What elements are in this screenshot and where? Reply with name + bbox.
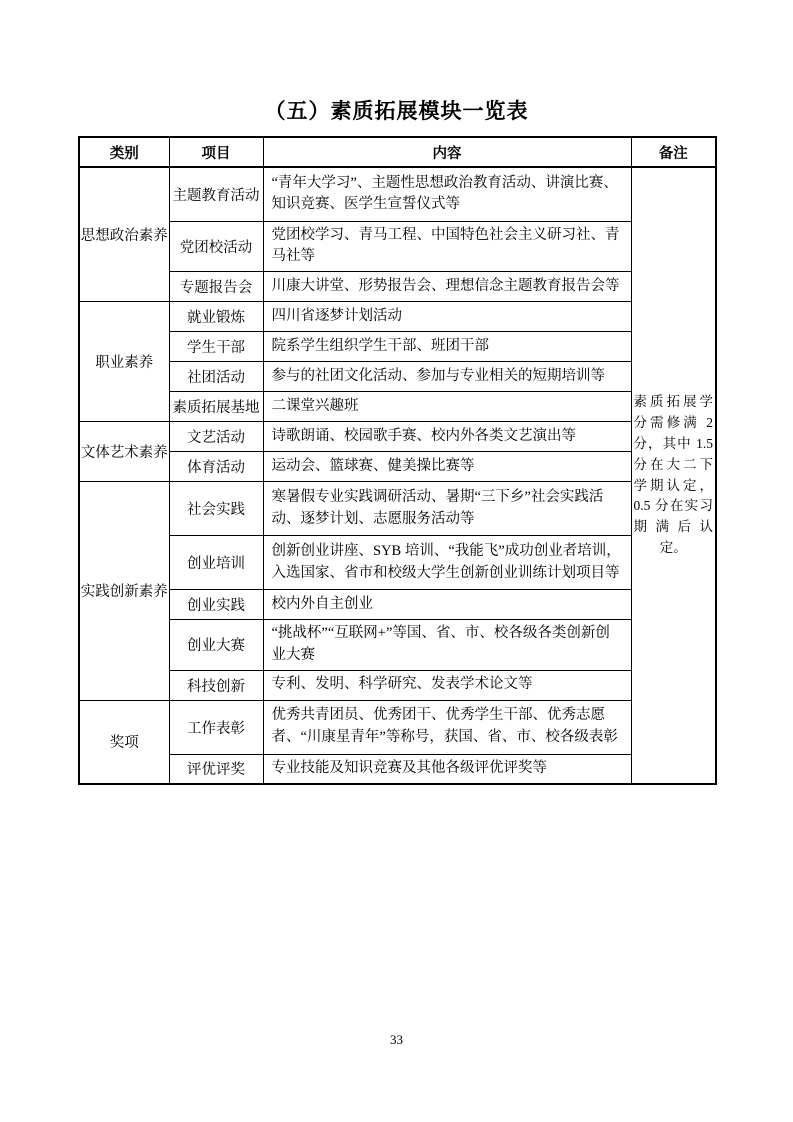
table-row — [79, 332, 716, 362]
project-cell: 工作表彰 — [169, 700, 263, 754]
content-cell: 参与的社团文化活动、参加与专业相关的短期培训等 — [263, 362, 631, 392]
table-row — [79, 620, 716, 671]
content-cell: 运动会、篮球赛、健美操比赛等 — [263, 452, 631, 482]
quality-development-module-table — [78, 136, 717, 785]
page-number: 33 — [390, 1032, 403, 1047]
content-cell: “挑战杯”“互联网+”等国、省、市、校各级各类创新创业大赛 — [263, 620, 631, 671]
table-row — [79, 272, 716, 302]
project-cell: 党团校活动 — [169, 221, 263, 272]
table-row — [79, 221, 716, 272]
content-cell: 四川省逐梦计划活动 — [263, 302, 631, 332]
table-row — [79, 700, 716, 754]
column-header-category: 类别 — [79, 137, 169, 167]
content-cell: 寒暑假专业实践调研活动、暑期“三下乡”社会实践活动、逐梦计划、志愿服务活动等 — [263, 482, 631, 536]
project-cell: 创业实践 — [169, 590, 263, 620]
table-row — [79, 754, 716, 784]
content-cell: 诗歌朗诵、校园歌手赛、校内外各类文艺演出等 — [263, 422, 631, 452]
column-header-content: 内容 — [263, 137, 631, 167]
project-cell: 评优评奖 — [169, 754, 263, 784]
table-row — [79, 670, 716, 700]
content-cell: 创新创业讲座、SYB 培训、“我能飞”成功创业者培训，入选国家、省市和校级大学生创新创业训练计划项目等 — [263, 536, 631, 590]
content-cell: 二课堂兴趣班 — [263, 392, 631, 422]
content-cell: “青年大学习”、主题性思想政治教育活动、讲演比赛、知识竞赛、医学生宣誓仪式等 — [263, 167, 631, 221]
table-row — [79, 452, 716, 482]
table-row — [79, 536, 716, 590]
project-cell: 创业大赛 — [169, 620, 263, 671]
content-cell: 专业技能及知识竞赛及其他各级评优评奖等 — [263, 754, 631, 784]
header-row — [79, 137, 716, 167]
project-cell: 专题报告会 — [169, 272, 263, 302]
table-row — [79, 167, 716, 221]
table-row — [79, 302, 716, 332]
content-cell: 优秀共青团员、优秀团干、优秀学生干部、优秀志愿者、“川康星青年”等称号，获国、省、市、校各级表彰 — [263, 700, 631, 754]
project-cell: 体育活动 — [169, 452, 263, 482]
category-cell: 奖项 — [79, 700, 169, 784]
project-cell: 就业锻炼 — [169, 302, 263, 332]
table-row — [79, 362, 716, 392]
content-cell: 专利、发明、科学研究、发表学术论文等 — [263, 670, 631, 700]
content-cell: 校内外自主创业 — [263, 590, 631, 620]
content-cell: 川康大讲堂、形势报告会、理想信念主题教育报告会等 — [263, 272, 631, 302]
table-row — [79, 422, 716, 452]
project-cell: 素质拓展基地 — [169, 392, 263, 422]
project-cell: 社团活动 — [169, 362, 263, 392]
content-cell: 党团校学习、青马工程、中国特色社会主义研习社、青马社等 — [263, 221, 631, 272]
column-header-remark: 备注 — [631, 137, 716, 167]
table-row — [79, 482, 716, 536]
remark-cell: 素质拓展学分需修满 2 分，其中 1.5 分在大二下学期认定，0.5 分在实习期满后认定。 — [631, 167, 716, 784]
project-cell: 主题教育活动 — [169, 167, 263, 221]
page-title: （五）素质拓展模块一览表 — [264, 100, 529, 123]
project-cell: 学生干部 — [169, 332, 263, 362]
category-cell: 职业素养 — [79, 302, 169, 422]
table-row — [79, 590, 716, 620]
project-cell: 创业培训 — [169, 536, 263, 590]
category-cell: 实践创新素养 — [79, 482, 169, 701]
project-cell: 社会实践 — [169, 482, 263, 536]
category-cell: 思想政治素养 — [79, 167, 169, 302]
project-cell: 文艺活动 — [169, 422, 263, 452]
table-row — [79, 392, 716, 422]
content-cell: 院系学生组织学生干部、班团干部 — [263, 332, 631, 362]
project-cell: 科技创新 — [169, 670, 263, 700]
column-header-project: 项目 — [169, 137, 263, 167]
category-cell: 文体艺术素养 — [79, 422, 169, 482]
